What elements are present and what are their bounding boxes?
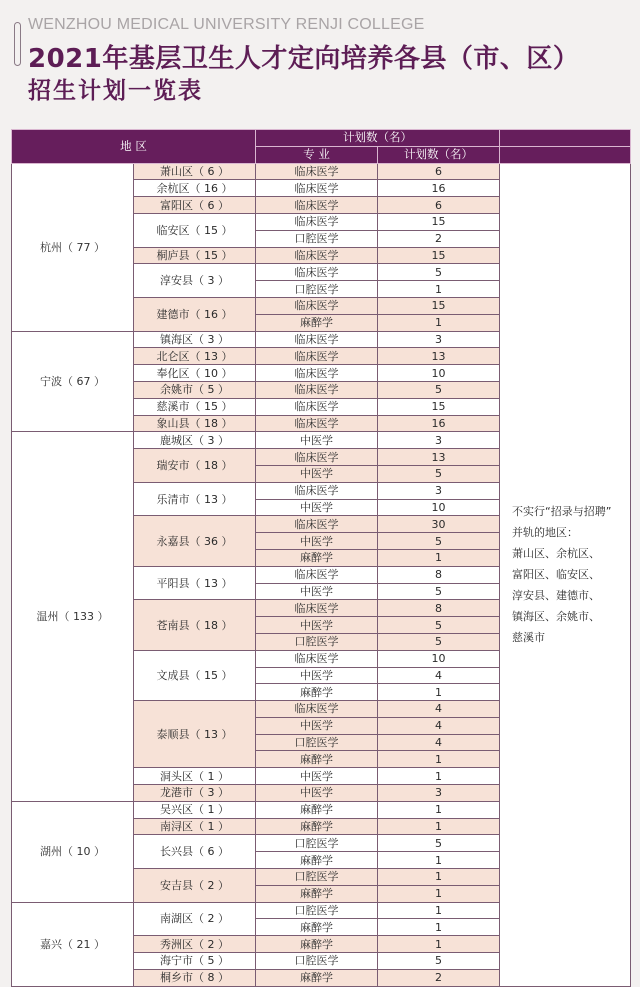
major-cell: 中医学 bbox=[256, 768, 378, 785]
note-line: 不实行“招录与招聘” bbox=[512, 505, 612, 519]
count-cell: 5 bbox=[378, 533, 500, 550]
count-cell: 16 bbox=[378, 415, 500, 432]
major-cell: 中医学 bbox=[256, 785, 378, 802]
major-cell: 临床医学 bbox=[256, 348, 378, 365]
note-line: 萧山区、余杭区、 bbox=[512, 547, 600, 561]
count-cell: 1 bbox=[378, 902, 500, 919]
major-cell: 中医学 bbox=[256, 583, 378, 600]
note-line: 镇海区、余姚市、 bbox=[512, 610, 600, 624]
count-cell: 5 bbox=[378, 617, 500, 634]
major-cell: 临床医学 bbox=[256, 415, 378, 432]
major-cell: 临床医学 bbox=[256, 180, 378, 197]
major-cell: 临床医学 bbox=[256, 197, 378, 214]
county-cell: 建德市（ 16 ） bbox=[134, 297, 256, 331]
count-cell: 1 bbox=[378, 684, 500, 701]
major-cell: 临床医学 bbox=[256, 331, 378, 348]
count-cell: 2 bbox=[378, 969, 500, 986]
major-cell: 临床医学 bbox=[256, 365, 378, 382]
county-cell: 象山县（ 18 ） bbox=[134, 415, 256, 432]
table-row bbox=[12, 163, 631, 180]
county-cell: 吴兴区（ 1 ） bbox=[134, 801, 256, 818]
major-cell: 中医学 bbox=[256, 533, 378, 550]
major-cell: 麻醉学 bbox=[256, 751, 378, 768]
county-cell: 淳安县（ 3 ） bbox=[134, 264, 256, 298]
major-cell: 口腔医学 bbox=[256, 281, 378, 298]
count-cell: 1 bbox=[378, 801, 500, 818]
county-cell: 苍南县（ 18 ） bbox=[134, 600, 256, 650]
count-cell: 6 bbox=[378, 163, 500, 180]
note-line: 淳安县、建德市、 bbox=[512, 589, 600, 603]
count-cell: 5 bbox=[378, 633, 500, 650]
count-cell: 3 bbox=[378, 785, 500, 802]
major-cell: 麻醉学 bbox=[256, 801, 378, 818]
count-cell: 3 bbox=[378, 331, 500, 348]
count-cell: 4 bbox=[378, 734, 500, 751]
county-cell: 瑞安市（ 18 ） bbox=[134, 449, 256, 483]
count-cell: 5 bbox=[378, 953, 500, 970]
count-cell: 4 bbox=[378, 667, 500, 684]
major-cell: 麻醉学 bbox=[256, 969, 378, 986]
county-cell: 鹿城区（ 3 ） bbox=[134, 432, 256, 449]
major-cell: 中医学 bbox=[256, 717, 378, 734]
count-cell: 2 bbox=[378, 230, 500, 247]
non-merged-regions-note bbox=[500, 163, 631, 986]
table-body bbox=[12, 163, 631, 986]
county-cell: 南湖区（ 2 ） bbox=[134, 902, 256, 936]
city-cell: 温州（ 133 ） bbox=[12, 432, 134, 802]
count-cell: 5 bbox=[378, 264, 500, 281]
major-cell: 麻醉学 bbox=[256, 684, 378, 701]
major-cell: 口腔医学 bbox=[256, 835, 378, 852]
county-cell: 萧山区（ 6 ） bbox=[134, 163, 256, 180]
count-cell: 1 bbox=[378, 314, 500, 331]
county-cell: 海宁市（ 5 ） bbox=[134, 953, 256, 970]
count-cell: 4 bbox=[378, 717, 500, 734]
major-cell: 临床医学 bbox=[256, 516, 378, 533]
count-cell: 10 bbox=[378, 499, 500, 516]
count-cell: 1 bbox=[378, 869, 500, 886]
table-header-row bbox=[12, 130, 631, 147]
note-line: 慈溪市 bbox=[512, 631, 545, 645]
major-cell: 中医学 bbox=[256, 499, 378, 516]
major-cell: 中医学 bbox=[256, 617, 378, 634]
count-cell: 3 bbox=[378, 432, 500, 449]
county-cell: 富阳区（ 6 ） bbox=[134, 197, 256, 214]
major-cell: 中医学 bbox=[256, 465, 378, 482]
major-cell: 临床医学 bbox=[256, 381, 378, 398]
major-cell: 临床医学 bbox=[256, 247, 378, 264]
count-cell: 6 bbox=[378, 197, 500, 214]
county-cell: 秀洲区（ 2 ） bbox=[134, 936, 256, 953]
major-cell: 临床医学 bbox=[256, 297, 378, 314]
major-cell: 临床医学 bbox=[256, 163, 378, 180]
county-cell: 桐庐县（ 15 ） bbox=[134, 247, 256, 264]
count-cell: 5 bbox=[378, 381, 500, 398]
page-title: 2021年基层卫生人才定向培养各县（市、区） bbox=[28, 44, 580, 74]
major-cell: 临床医学 bbox=[256, 701, 378, 718]
count-cell: 13 bbox=[378, 348, 500, 365]
county-cell: 平阳县（ 13 ） bbox=[134, 566, 256, 600]
count-cell: 1 bbox=[378, 919, 500, 936]
city-cell: 嘉兴（ 21 ） bbox=[12, 902, 134, 986]
count-cell: 8 bbox=[378, 600, 500, 617]
count-cell: 1 bbox=[378, 549, 500, 566]
count-cell: 1 bbox=[378, 281, 500, 298]
county-cell: 乐清市（ 13 ） bbox=[134, 482, 256, 516]
city-cell: 湖州（ 10 ） bbox=[12, 801, 134, 902]
note-line: 富阳区、临安区、 bbox=[512, 568, 600, 582]
county-cell: 桐乡市（ 8 ） bbox=[134, 969, 256, 986]
county-cell: 永嘉县（ 36 ） bbox=[134, 516, 256, 566]
county-cell: 北仑区（ 13 ） bbox=[134, 348, 256, 365]
city-cell: 宁波（ 67 ） bbox=[12, 331, 134, 432]
enrollment-plan-table bbox=[11, 129, 631, 987]
major-cell: 麻醉学 bbox=[256, 314, 378, 331]
count-cell: 1 bbox=[378, 885, 500, 902]
count-cell: 1 bbox=[378, 936, 500, 953]
county-cell: 临安区（ 15 ） bbox=[134, 213, 256, 247]
major-cell: 临床医学 bbox=[256, 600, 378, 617]
major-cell: 临床医学 bbox=[256, 482, 378, 499]
header-plan-count: 计划数（名） bbox=[378, 146, 500, 163]
county-cell: 泰顺县（ 13 ） bbox=[134, 701, 256, 768]
county-cell: 洞头区（ 1 ） bbox=[134, 768, 256, 785]
count-cell: 10 bbox=[378, 650, 500, 667]
county-cell: 安吉县（ 2 ） bbox=[134, 869, 256, 903]
major-cell: 麻醉学 bbox=[256, 885, 378, 902]
major-cell: 中医学 bbox=[256, 667, 378, 684]
count-cell: 8 bbox=[378, 566, 500, 583]
header-major: 专 业 bbox=[256, 146, 378, 163]
count-cell: 5 bbox=[378, 583, 500, 600]
county-cell: 余姚市（ 5 ） bbox=[134, 381, 256, 398]
header-plan-group: 计划数（名） bbox=[256, 130, 500, 147]
county-cell: 龙港市（ 3 ） bbox=[134, 785, 256, 802]
count-cell: 10 bbox=[378, 365, 500, 382]
major-cell: 麻醉学 bbox=[256, 549, 378, 566]
county-cell: 南浔区（ 1 ） bbox=[134, 818, 256, 835]
major-cell: 中医学 bbox=[256, 432, 378, 449]
county-cell: 奉化区（ 10 ） bbox=[134, 365, 256, 382]
count-cell: 3 bbox=[378, 482, 500, 499]
note-line: 并轨的地区： bbox=[512, 526, 578, 540]
major-cell: 麻醉学 bbox=[256, 818, 378, 835]
major-cell: 口腔医学 bbox=[256, 902, 378, 919]
major-cell: 临床医学 bbox=[256, 264, 378, 281]
count-cell: 1 bbox=[378, 818, 500, 835]
header-note-column bbox=[500, 130, 631, 147]
county-cell: 余杭区（ 16 ） bbox=[134, 180, 256, 197]
major-cell: 麻醉学 bbox=[256, 936, 378, 953]
major-cell: 临床医学 bbox=[256, 213, 378, 230]
count-cell: 15 bbox=[378, 398, 500, 415]
county-cell: 镇海区（ 3 ） bbox=[134, 331, 256, 348]
count-cell: 5 bbox=[378, 835, 500, 852]
major-cell: 临床医学 bbox=[256, 650, 378, 667]
major-cell: 临床医学 bbox=[256, 398, 378, 415]
major-cell: 麻醉学 bbox=[256, 919, 378, 936]
page-title-line2: 招生计划一览表 bbox=[28, 78, 203, 104]
count-cell: 4 bbox=[378, 701, 500, 718]
count-cell: 1 bbox=[378, 768, 500, 785]
count-cell: 1 bbox=[378, 852, 500, 869]
count-cell: 15 bbox=[378, 213, 500, 230]
count-cell: 15 bbox=[378, 297, 500, 314]
count-cell: 16 bbox=[378, 180, 500, 197]
city-cell: 杭州（ 77 ） bbox=[12, 163, 134, 331]
count-cell: 5 bbox=[378, 465, 500, 482]
header-region: 地 区 bbox=[12, 130, 256, 164]
page-header bbox=[0, 0, 640, 128]
header-note-column-sub bbox=[500, 146, 631, 163]
count-cell: 30 bbox=[378, 516, 500, 533]
count-cell: 1 bbox=[378, 751, 500, 768]
count-cell: 13 bbox=[378, 449, 500, 466]
major-cell: 麻醉学 bbox=[256, 852, 378, 869]
major-cell: 口腔医学 bbox=[256, 230, 378, 247]
title-bracket-decoration bbox=[14, 22, 21, 66]
college-subtitle: WENZHOU MEDICAL UNIVERSITY RENJI COLLEGE bbox=[28, 16, 425, 33]
county-cell: 长兴县（ 6 ） bbox=[134, 835, 256, 869]
county-cell: 文成县（ 15 ） bbox=[134, 650, 256, 700]
major-cell: 口腔医学 bbox=[256, 734, 378, 751]
major-cell: 临床医学 bbox=[256, 449, 378, 466]
major-cell: 临床医学 bbox=[256, 566, 378, 583]
county-cell: 慈溪市（ 15 ） bbox=[134, 398, 256, 415]
major-cell: 口腔医学 bbox=[256, 869, 378, 886]
count-cell: 15 bbox=[378, 247, 500, 264]
major-cell: 口腔医学 bbox=[256, 633, 378, 650]
major-cell: 口腔医学 bbox=[256, 953, 378, 970]
